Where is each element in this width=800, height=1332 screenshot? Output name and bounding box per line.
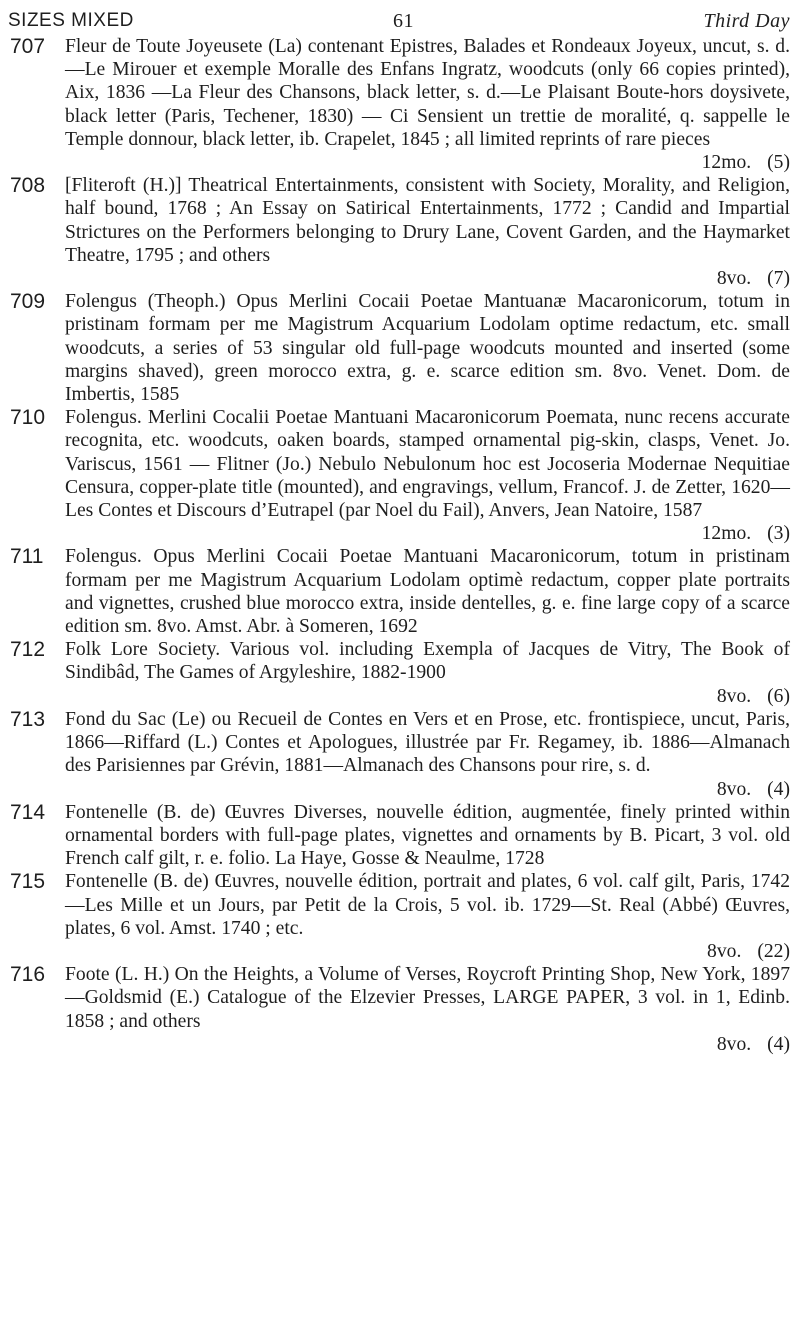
entry-format: 8vo. <box>716 268 752 290</box>
catalogue-entry <box>0 801 800 871</box>
entry-description: Fond du Sac (Le) ou Recueil de Contes en Vers et en Prose, etc. frontispiece, uncut, Paris, 1866—Riffard (L.) Contes et Apologues, illustrée par Fr. Regamey, ib. 1886—Almanach des Parisiennes par Grévin, 1881—Almanach des Chansons pour rire, s. d. <box>65 708 790 777</box>
catalogue-entry <box>0 174 800 290</box>
lot-number: 713 <box>10 707 46 731</box>
entry-format: 8vo. <box>716 778 752 800</box>
entry-text <box>65 406 790 545</box>
entry-description: Folengus (Theoph.) Opus Merlini Cocaii Poetae Mantuanæ Macaronicorum, totum in pristinam formam per me Magistrum Acquarium Lodolam optime redactum, etc. small woodcuts, a series of 53 singular old full-page woodcuts mounted and inserted (some margins shaved), green morocco extra, g. e. scarce edition sm. 8vo. Venet. Dom. de Imbertis, 1585 <box>65 291 790 406</box>
entry-count: (6) <box>767 685 790 707</box>
entry-description: Foote (L. H.) On the Heights, a Volume of Verses, Roycroft Printing Shop, New York, 1897—Goldsmid (E.) Catalogue of the Elzevier Presses, LARGE PAPER, 3 vol. in 1, Edinb. 1858 ; and others <box>65 964 790 1032</box>
lot-number: 711 <box>10 545 44 569</box>
entry-count: (5) <box>767 152 790 174</box>
entry-description: Folengus. Merlini Cocalii Poetae Mantuani Macaronicorum Poemata, nunc recens accurate recognita, etc. woodcuts, oaken boards, stamped ornamental pig-skin, clasps, Venet. Jo. Variscus, 1561 — Flitner (Jo.) Nebulo Nebulonum hoc est Jocoseria Modernae Nequitiae Censura, copper-plate title (mounted), and engravings, vellum, Francof. J. de Zetter, 1620—Les Contes et Discours d’Eutrapel (par Noel du Fail), Anvers, Jean Natoire, 1587 <box>65 407 790 522</box>
entry-description: [Fliteroft (H.)] Theatrical Entertainments, consistent with Society, Morality, and Religion, half bound, 1768 ; An Essay on Satirical Entertainments, 1772 ; Candid and Impartial Strictures on the Performers belonging to Drury Lane, Covent Garden, and the Haymarket Theatre, 1795 ; and others <box>65 175 790 266</box>
entry-text <box>65 35 790 174</box>
entry-format-count <box>65 267 790 290</box>
catalogue-entry <box>0 963 800 1056</box>
entry-format-count <box>65 151 790 174</box>
entry-description: Fontenelle (B. de) Œuvres Diverses, nouvelle édition, augmentée, finely printed within ornamental borders with full-page plates, vignettes and ornaments by B. Picart, 3 vol. old French calf gilt, r. e. folio. La Haye, Gosse & Neaulme, 1728 <box>65 801 790 870</box>
page-number: 61 <box>393 10 414 32</box>
entry-text <box>65 174 790 290</box>
entry-text <box>65 963 790 1056</box>
catalogue-entry <box>0 35 800 174</box>
entry-format-count <box>65 685 790 708</box>
lot-number: 712 <box>10 638 46 662</box>
entry-format: 8vo. <box>716 1033 752 1055</box>
lot-number: 708 <box>10 174 46 198</box>
lot-number: 709 <box>10 290 46 314</box>
entry-format: 8vo. <box>707 940 742 962</box>
entry-count: (3) <box>767 523 790 545</box>
entry-text <box>65 290 790 406</box>
section-title: SIZES MIXED <box>8 10 134 31</box>
entry-description: Folk Lore Society. Various vol. including Exempla of Jacques de Vitry, The Book of Sindibâd, The Games of Argyleshire, 1882-1900 <box>65 639 790 684</box>
entry-count: (4) <box>767 778 790 800</box>
entry-description: Folengus. Opus Merlini Cocaii Poetae Mantuani Macaronicorum, totum in pristinam formam per me Magistrum Acquarium Lodolam optimè redactum, copper plate portraits and vignettes, crushed blue morocco extra, inside dentelles, g. e. fine large copy of a scarce edition sm. 8vo. Amst. Abr. à Someren, 1692 <box>65 546 790 638</box>
entry-text <box>65 708 790 801</box>
entry-format: 8vo. <box>716 685 752 707</box>
lot-number: 716 <box>10 963 46 987</box>
entry-description: Fleur de Toute Joyeusete (La) contenant Epistres, Balades et Rondeaux Joyeux, uncut, s. d.—Le Mirouer et exemple Moralle des Enfans Ingratz, woodcuts (only 66 copies printed), Aix, 1836 —La Fleur des Chansons, black letter, s. d.—Le Plaisant Boute-hors doysivete, black letter (Paris, Techener, 1830) — Ci Sensient un trettie de moralité, q. sappelle le Temple donnour, black letter, ib. Crapelet, 1845 ; all limited reprints of rare pieces <box>65 36 790 150</box>
entry-format-count <box>65 778 790 801</box>
lot-number: 714 <box>10 800 46 824</box>
entry-format-count <box>65 940 790 963</box>
catalogue-entry <box>0 638 800 708</box>
catalogue-entry <box>0 545 800 638</box>
entry-count: (7) <box>767 268 790 290</box>
entry-text <box>65 801 790 871</box>
entry-format-count <box>65 522 790 545</box>
entry-format: 12mo. <box>701 523 752 545</box>
lot-number: 715 <box>10 870 46 894</box>
catalogue-entry <box>0 708 800 801</box>
entry-text <box>65 870 790 963</box>
catalogue-entry <box>0 406 800 545</box>
day-label: Third Day <box>703 10 790 32</box>
entry-description: Fontenelle (B. de) Œuvres, nouvelle édition, portrait and plates, 6 vol. calf gilt, Paris, 1742—Les Mille et un Jours, par Petit de la Crois, 5 vol. ib. 1729—St. Real (Abbé) Œuvres, plates, 6 vol. Amst. 1740 ; etc. <box>65 871 790 939</box>
catalogue-entry <box>0 870 800 963</box>
entry-text <box>65 545 790 638</box>
entry-text <box>65 638 790 708</box>
entry-format: 12mo. <box>701 152 752 174</box>
entry-count: (22) <box>757 940 790 962</box>
entry-count: (4) <box>767 1033 790 1055</box>
lot-number: 710 <box>10 406 46 430</box>
catalogue-entry <box>0 290 800 406</box>
lot-number: 707 <box>10 35 46 58</box>
entry-format-count <box>65 1033 790 1056</box>
catalogue-entries <box>0 35 800 1056</box>
